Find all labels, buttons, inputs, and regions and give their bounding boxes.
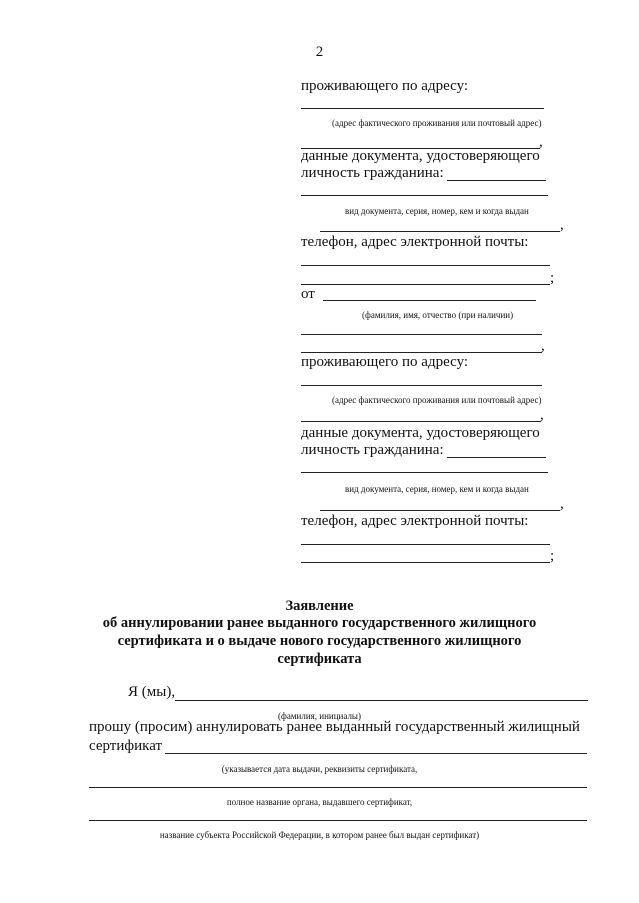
contacts-semicolon-2: ; xyxy=(550,548,555,564)
address-comma-1: , xyxy=(539,134,543,150)
we-name-line xyxy=(175,700,588,701)
address-line-1a xyxy=(301,108,544,109)
address-line-2a xyxy=(301,385,542,386)
request-text: прошу (просим) аннулировать ранее выданный государственный жилищный xyxy=(89,719,580,735)
from-line-c xyxy=(301,352,542,353)
from-line-a xyxy=(323,300,536,301)
from-name-hint: (фамилия, имя, отчество (при наличии) xyxy=(362,310,514,320)
doc-comma-2: , xyxy=(560,496,564,512)
certificate-hint-3: название субъекта Российской Федерации, в котором ранее был выдан сертификат) xyxy=(159,830,480,840)
address-label-1: проживающего по адресу: xyxy=(301,78,469,94)
doc-line-1a xyxy=(447,180,546,181)
region-line xyxy=(89,820,587,821)
doc-comma-1: , xyxy=(560,217,564,233)
application-subtitle-2: сертификата и о выдаче нового государственного жилищного xyxy=(117,633,522,649)
address-label-2: проживающего по адресу: xyxy=(301,354,469,370)
we-label: Я (мы), xyxy=(128,684,176,700)
application-subtitle-3: сертификата xyxy=(277,651,362,667)
doc-line-2b xyxy=(301,472,548,473)
doc-line-2c xyxy=(320,510,560,511)
from-comma: , xyxy=(541,338,545,354)
doc-hint-2: вид документа, серия, номер, кем и когда выдан xyxy=(345,484,529,494)
from-line-b xyxy=(301,334,542,335)
doc-label-2a: данные документа, удостоверяющего xyxy=(301,425,540,441)
application-title: Заявление xyxy=(285,598,354,614)
contacts-line-2a xyxy=(301,544,550,545)
contacts-line-1a xyxy=(301,265,550,266)
doc-line-2a xyxy=(447,457,546,458)
issuer-line xyxy=(89,787,587,788)
doc-label-2b: личность гражданина: xyxy=(301,442,444,458)
certificate-label: сертификат xyxy=(89,738,163,754)
doc-label-1a: данные документа, удостоверяющего xyxy=(301,148,540,164)
application-subtitle-1: об аннулировании ранее выданного государственного жилищного xyxy=(102,615,537,631)
address-hint-2: (адрес фактического проживания или почтовый адрес) xyxy=(332,395,542,405)
address-comma-2: , xyxy=(540,407,544,423)
certificate-hint-1: (указывается дата выдачи, реквизиты сертификата, xyxy=(221,764,418,774)
doc-line-1b xyxy=(301,195,548,196)
doc-line-1c xyxy=(320,231,560,232)
doc-hint-1: вид документа, серия, номер, кем и когда выдан xyxy=(345,206,529,216)
address-line-2b xyxy=(301,421,541,422)
doc-label-1b: личность гражданина: xyxy=(301,165,444,181)
page-number: 2 xyxy=(315,44,324,60)
contacts-label-2: телефон, адрес электронной почты: xyxy=(301,513,529,529)
from-label: от xyxy=(301,286,315,302)
contacts-label-1: телефон, адрес электронной почты: xyxy=(301,234,529,250)
contacts-semicolon-1: ; xyxy=(550,270,555,286)
certificate-hint-2: полное название органа, выдавшего сертификат, xyxy=(226,797,413,807)
certificate-line xyxy=(165,753,587,754)
contacts-line-2b xyxy=(301,562,550,563)
we-name-hint: (фамилия, инициалы) xyxy=(278,711,361,721)
address-hint-1: (адрес фактического проживания или почтовый адрес) xyxy=(332,118,542,128)
contacts-line-1b xyxy=(301,284,550,285)
